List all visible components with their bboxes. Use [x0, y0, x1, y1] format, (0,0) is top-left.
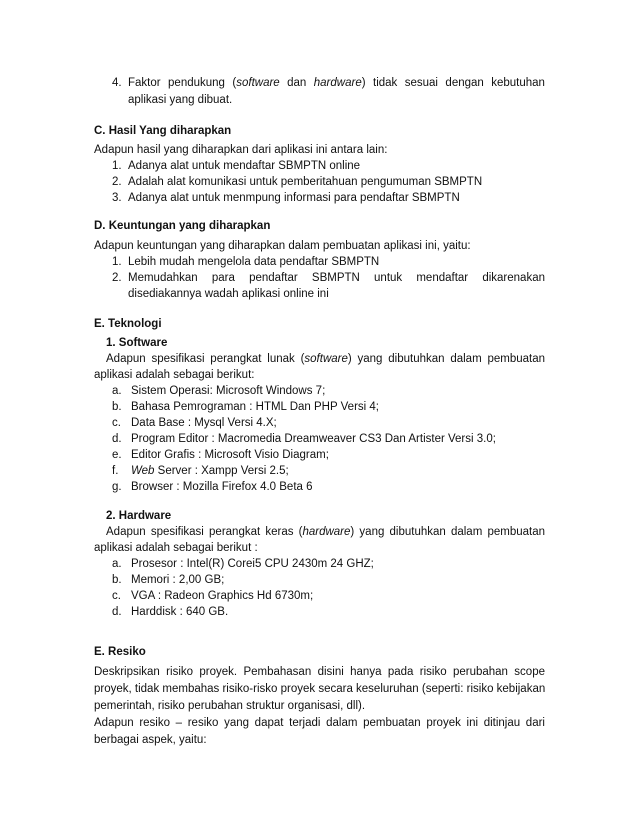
paren: )	[361, 77, 366, 89]
list-item: Adanya alat untuk mendaftar SBMPTN online	[128, 160, 361, 172]
list-number: 1.	[112, 160, 122, 172]
text: Server : Xampp Versi 2.5;	[154, 465, 289, 477]
list-item: VGA : Radeon Graphics Hd 6730m;	[131, 590, 314, 602]
resiko-p1-line2: proyek, tidak membahas risiko-risko proyek secara keseluruhan (seperti: risiko kebijakan	[94, 683, 546, 695]
word	[168, 77, 225, 89]
em-software: software	[304, 353, 348, 365]
word: dan	[287, 77, 307, 89]
list-item: Sistem Operasi: Microsoft Windows 7;	[131, 385, 326, 397]
list-item-4-line2: aplikasi yang dibuat.	[128, 94, 233, 106]
word: sesuai	[404, 77, 438, 89]
list-letter: a.	[112, 558, 122, 570]
software-para-line1	[106, 352, 545, 366]
list-letter: e.	[112, 449, 122, 461]
software-para-line2: aplikasi adalah sebagai berikut:	[94, 369, 255, 381]
em-software: software	[236, 77, 280, 89]
list-item: Editor Grafis : Microsoft Visio Diagram;	[131, 449, 329, 461]
resiko-p2-line1: Adapun resiko – resiko yang dapat terjadi dalam pembuatan proyek ini ditinjau dari	[94, 717, 545, 729]
list-item: Memori : 2,00 GB;	[131, 574, 225, 586]
section-c-heading: C. Hasil Yang diharapkan	[94, 125, 232, 137]
section-d-intro: Adapun keuntungan yang diharapkan dalam pembuatan aplikasi ini, yaitu:	[94, 240, 471, 252]
list-letter: b.	[112, 574, 122, 586]
resiko-p2-line2: berbagai aspek, yaitu:	[94, 734, 207, 746]
list-letter: f.	[112, 465, 119, 477]
list-letter: b.	[112, 401, 122, 413]
text: Adapun spesifikasi perangkat keras (	[106, 526, 303, 538]
section-c-intro: Adapun hasil yang diharapkan dari aplikasi ini antara lain:	[94, 144, 388, 156]
list-item	[131, 464, 289, 478]
list-letter: g.	[112, 481, 122, 493]
list-number: 1.	[112, 256, 122, 268]
word-text: pendukung	[168, 77, 225, 89]
list-letter: c.	[112, 590, 121, 602]
word: tidak	[373, 77, 398, 89]
list-item-4-line1	[128, 76, 545, 90]
hardware-heading: 2. Hardware	[106, 510, 172, 522]
list-item-line1: Memudahkan para pendaftar SBMPTN untuk mendaftar dikarenakan	[128, 272, 545, 284]
list-item: Bahasa Pemrograman : HTML Dan PHP Versi 4;	[131, 401, 379, 413]
resiko-p1-line3: pemerintah, risiko perubahan struktur organisasi, dll).	[94, 700, 366, 712]
em-hardware: hardware	[302, 526, 351, 538]
list-letter: c.	[112, 417, 121, 429]
list-item: Data Base : Mysql Versi 4.X;	[131, 417, 277, 429]
list-number: 3.	[112, 192, 122, 204]
list-letter: d.	[112, 433, 122, 445]
text: Adapun spesifikasi perangkat lunak (	[106, 353, 305, 365]
word: kebutuhan	[491, 77, 545, 89]
text: ) yang dibutuhkan dalam pembuatan	[350, 526, 545, 538]
paren: (	[232, 77, 237, 89]
list-item-line2: disediakannya wadah aplikasi online ini	[128, 288, 329, 300]
list-letter: a.	[112, 385, 122, 397]
list-number: 4.	[112, 77, 122, 89]
list-item: Prosesor : Intel(R) Corei5 CPU 2430m 24 GHZ;	[131, 558, 374, 570]
list-number: 2.	[112, 176, 122, 188]
section-resiko-heading: E. Resiko	[94, 646, 146, 658]
word	[232, 77, 279, 89]
list-letter: d.	[112, 606, 122, 618]
hardware-para-line2: aplikasi adalah sebagai berikut :	[94, 542, 258, 554]
hardware-para-line1	[106, 525, 545, 539]
em-hardware: hardware	[313, 77, 362, 89]
section-d-heading: D. Keuntungan yang diharapkan	[94, 220, 271, 232]
word: dengan	[445, 77, 484, 89]
software-heading: 1. Software	[106, 337, 168, 349]
text: ) yang dibutuhkan dalam pembuatan	[347, 353, 546, 365]
em-web: Web	[131, 465, 155, 477]
list-item: Lebih mudah mengelola data pendaftar SBMPTN	[128, 256, 380, 268]
list-item: Browser : Mozilla Firefox 4.0 Beta 6	[131, 481, 313, 493]
list-item: Program Editor : Macromedia Dreamweaver CS3 Dan Artister Versi 3.0;	[131, 433, 496, 445]
list-number: 2.	[112, 272, 122, 284]
word: Faktor	[128, 77, 161, 89]
list-item: Adanya alat untuk menmpung informasi para pendaftar SBMPTN	[128, 192, 460, 204]
word	[314, 77, 366, 89]
list-item: Adalah alat komunikasi untuk pemberitahuan pengumuman SBMPTN	[128, 176, 483, 188]
section-e-heading: E. Teknologi	[94, 318, 162, 330]
resiko-p1-line1: Deskripsikan risiko proyek. Pembahasan disini hanya pada risiko perubahan scope	[94, 666, 545, 678]
list-item: Harddisk : 640 GB.	[131, 606, 229, 618]
